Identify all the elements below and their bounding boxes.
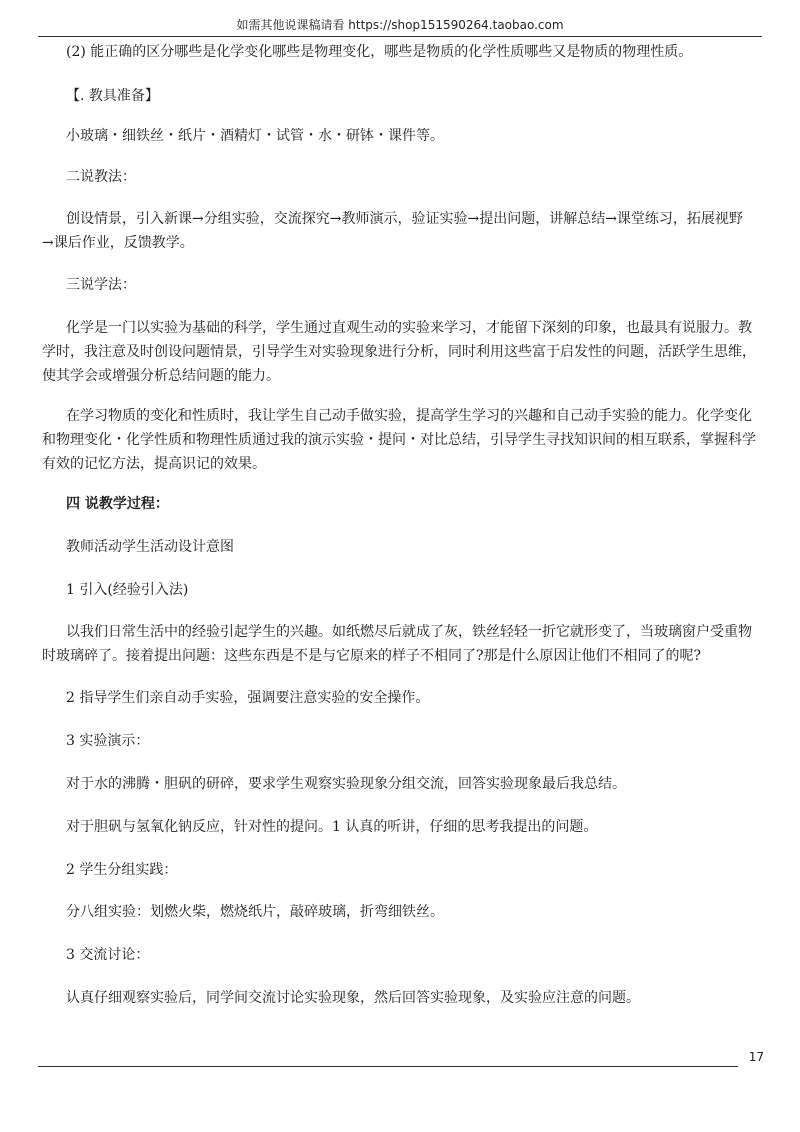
paragraph-line: 学时，我注意及时创设问题情景，引导学生对实验现象进行分析，同时利用这些富于启发性的问题，活跃学生思维， bbox=[42, 344, 756, 360]
discussion-detail: 认真仔细观察实验后，同学间交流讨论实验现象，然后回答实验现象，及实验应注意的问题。 bbox=[66, 990, 640, 1006]
section-teaching-process-heading: 四 说教学过程： bbox=[66, 496, 169, 512]
activity-table-header: 教师活动学生活动设计意图 bbox=[66, 539, 234, 555]
paragraph-line: 化学是一门以实验为基础的科学，学生通过直观生动的实验来学习，才能留下深刻的印象，也最具有说服力。教 bbox=[66, 320, 752, 336]
section-teaching-aids-heading: 【. 教具准备】 bbox=[66, 88, 159, 104]
paragraph-line: 使其学会或增强分析总结问题的能力。 bbox=[42, 368, 280, 384]
paragraph-line: 以我们日常生活中的经验引起学生的兴趣。如纸燃尽后就成了灰，铁丝轻轻一折它就形变了，当玻璃窗户受重物 bbox=[66, 624, 752, 640]
teaching-aids-list: 小玻璃・细铁丝・纸片・酒精灯・试管・水・研钵・课件等。 bbox=[66, 128, 444, 144]
learning-method-paragraph-2 bbox=[42, 404, 760, 476]
step-group-practice: 2 学生分组实践： bbox=[66, 862, 178, 878]
paragraph-line: 在学习物质的变化和性质时，我让学生自己动手做实验，提高学生学习的兴趣和自己动手实验的能力。化学变化 bbox=[66, 408, 752, 424]
step-discussion: 3 交流讨论： bbox=[66, 947, 150, 963]
step-1-introduction: 1 引入(经验引入法) bbox=[66, 582, 189, 598]
page-number: 17 bbox=[748, 1050, 764, 1064]
section-teaching-method-heading: 二说教法： bbox=[66, 169, 136, 185]
demonstration-detail-1: 对于水的沸腾・胆矾的研碎，要求学生观察实验现象分组交流，回答实验现象最后我总结。 bbox=[66, 776, 626, 792]
step-3-demonstration: 3 实验演示： bbox=[66, 733, 150, 749]
step-2-guidance: 2 指导学生们亲自动手实验，强调要注意实验的安全操作。 bbox=[66, 690, 430, 706]
paragraph-line: 时玻璃碎了。接着提出问题：这些东西是不是与它原来的样子不相同了?那是什么原因让他们不相同了的呢? bbox=[42, 648, 702, 664]
objective-2: (2) 能正确的区分哪些是化学变化哪些是物理变化，哪些是物质的化学性质哪些又是物质的物理性质。 bbox=[66, 44, 693, 60]
paragraph-line: 和物理变化・化学性质和物理性质通过我的演示实验・提问・对比总结，引导学生寻找知识间的相互联系，掌握科学 bbox=[42, 432, 756, 448]
learning-method-paragraph-1 bbox=[42, 316, 760, 388]
paragraph-line: →课后作业，反馈教学。 bbox=[42, 235, 194, 251]
introduction-paragraph bbox=[42, 620, 760, 668]
header-text: 如需其他说课稿请看 https://shop151590264.taobao.com bbox=[236, 18, 564, 32]
teaching-method-paragraph bbox=[42, 207, 760, 255]
paragraph-line: 有效的记忆方法，提高识记的效果。 bbox=[42, 456, 266, 472]
section-learning-method-heading: 三说学法： bbox=[66, 277, 136, 293]
group-practice-detail: 分八组实验：划燃火柴，燃烧纸片，敲碎玻璃，折弯细铁丝。 bbox=[66, 904, 444, 920]
paragraph-line: 创设情景，引入新课→分组实验，交流探究→教师演示，验证实验→提出问题，讲解总结→课堂练习，拓展视野 bbox=[66, 211, 743, 227]
demonstration-detail-2: 对于胆矾与氢氧化钠反应，针对性的提问。1 认真的听讲，仔细的思考我提出的问题。 bbox=[66, 819, 598, 835]
footer-divider bbox=[38, 1066, 738, 1067]
